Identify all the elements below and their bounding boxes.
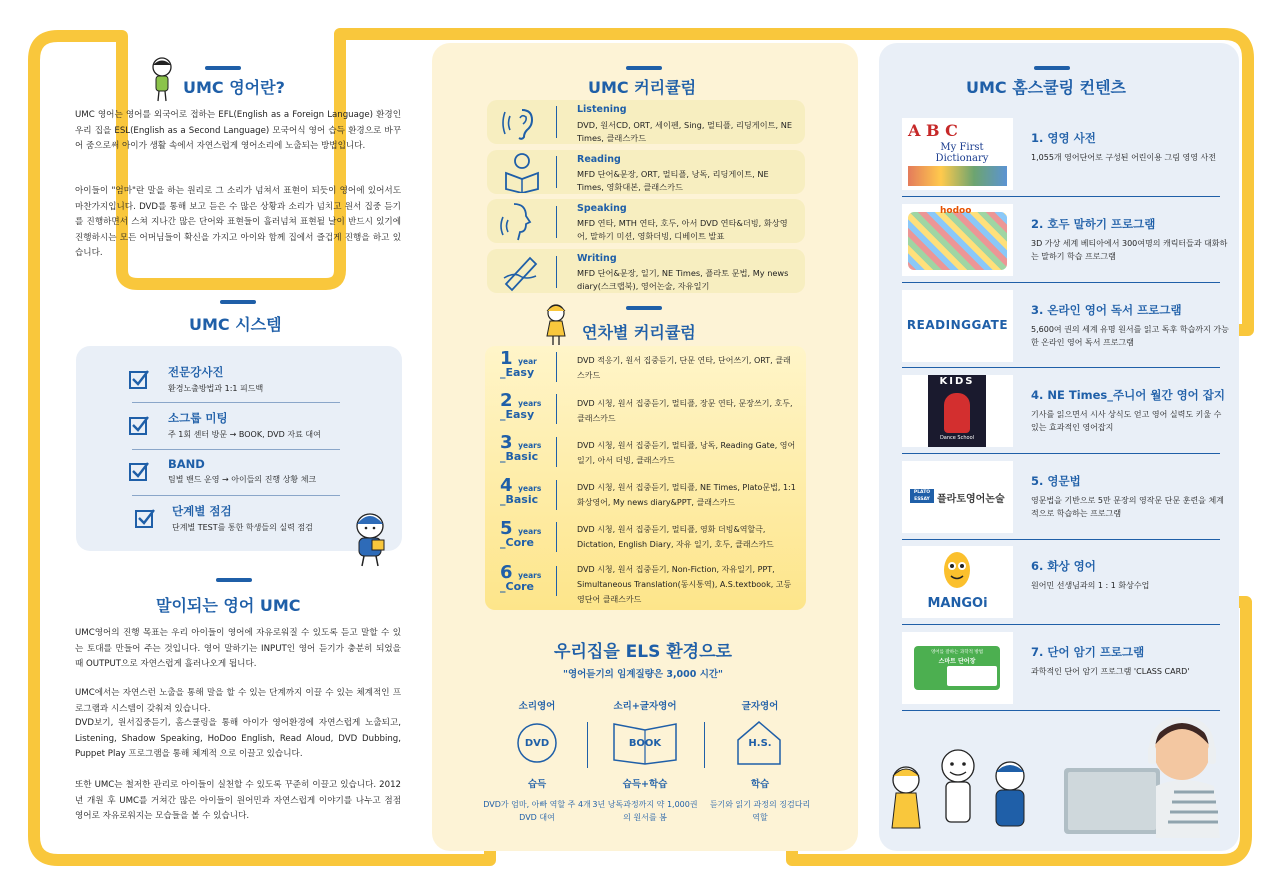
divider xyxy=(132,449,340,450)
cover-caption: Dance School xyxy=(939,435,975,441)
cover-letters: A B C xyxy=(908,121,958,140)
divider xyxy=(132,495,340,496)
app-tagline: 영어를 잘하는 과학적 방법 xyxy=(930,650,984,655)
title-accent xyxy=(205,66,241,70)
content-item xyxy=(902,632,1220,712)
divider xyxy=(902,367,1220,368)
year-label xyxy=(500,432,552,463)
divider xyxy=(556,256,557,288)
content-item-title: 7. 단어 암기 프로그램 xyxy=(1031,645,1145,659)
divider xyxy=(902,453,1220,454)
mangoi-logo-image xyxy=(902,546,1013,618)
speaking-icon xyxy=(500,200,544,242)
year-level: _Easy xyxy=(500,366,535,379)
title-accent xyxy=(216,578,252,582)
divider xyxy=(556,566,557,596)
content-item-title: 3. 온라인 영어 독서 프로그램 xyxy=(1031,303,1182,317)
year-label xyxy=(500,518,552,549)
year-number: 5 xyxy=(500,518,513,539)
curriculum-row-title: Writing xyxy=(577,253,617,264)
homeschool-contents-title: UMC 홈스쿨링 컨텐츠 xyxy=(966,78,1126,97)
content-item-title: 6. 화상 영어 xyxy=(1031,559,1096,573)
els-col-icon-label: BOOK xyxy=(628,738,662,749)
plato-logo-image xyxy=(902,461,1013,533)
year-number: 4 xyxy=(500,475,513,496)
mango-mascot-icon xyxy=(942,550,972,590)
speaking-paragraph-3: DVD보기, 원서집중듣기, 홈스쿨링을 통해 아이가 영어환경에 자연스럽게 노출되고, Listening, Shadow Speaking, HoDoo English, Read Aloud, DVD Dubbing, Puppet Play 프로그램을 통해 체계적 으로 이끌고 있습니다. xyxy=(75,718,401,759)
system-item-title: 전문강사진 xyxy=(168,365,224,379)
mangoi-logo: MANGOi xyxy=(927,596,988,611)
year-level: _Easy xyxy=(500,408,535,421)
umc-english-title: UMC 영어란? xyxy=(183,78,285,97)
content-item xyxy=(902,204,1228,284)
content-item-desc: 영문법을 기반으로 5만 문장의 영작문 단문 훈련을 체계적으로 학습하는 프로그램 xyxy=(1031,496,1224,518)
plato-badge: PLATO ESSAY xyxy=(910,489,934,503)
year-label xyxy=(500,562,552,593)
year-label xyxy=(500,348,552,379)
title-accent xyxy=(626,66,662,70)
speaking-english-title: 말이되는 영어 UMC xyxy=(156,596,301,615)
year-desc: DVD 시청, 원서 집중듣기, 멀티플, 영화 더빙&역할극, Dictation, English Diary, 자유 일기, 호두, 클래스카드 xyxy=(577,525,774,549)
curriculum-row-desc: MFD 단어&문장, 일기, NE Times, 플라토 문법, My news diary(스크랩북), 영어논술, 자유일기 xyxy=(577,268,789,291)
content-item-desc: 기사를 읽으면서 시사 상식도 얻고 영어 실력도 키울 수 있는 효과적인 영어잡지 xyxy=(1031,410,1222,432)
student-character-icon xyxy=(350,512,390,568)
els-col-icon-label: H.S. xyxy=(748,738,772,749)
divider xyxy=(556,206,557,238)
els-col-desc: 듣기와 읽기 과정의 징검다리 역할 xyxy=(709,800,811,822)
year-number: 3 xyxy=(500,432,513,453)
title-accent xyxy=(220,300,256,304)
year-desc: DVD 시청, 원서 집중듣기, 멀티플, 낭독, Reading Gate, 영어 일기, 아서 더빙, 클래스카드 xyxy=(577,441,796,465)
els-col-desc: 3년 낭독과정까지 약 1,000권의 원서를 봄 xyxy=(592,800,698,822)
year-level: _Basic xyxy=(500,493,539,506)
year-desc: DVD 시청, 원서 집중듣기, Non-Fiction, 자유일기, PPT, Simultaneous Translation(동시통역), A.S.textbook, 고등 영단어 클래스카드 xyxy=(577,565,792,604)
divider xyxy=(902,710,1220,711)
divider xyxy=(132,402,340,403)
checkbox-icon xyxy=(128,460,150,482)
divider xyxy=(556,156,557,188)
els-col-desc: DVD가 엄마, 아빠 역할 주 4개 DVD 대여 xyxy=(483,800,591,822)
divider xyxy=(902,196,1220,197)
cover-illustration xyxy=(908,166,1007,186)
children-characters-illustration xyxy=(884,718,1034,846)
checkbox-icon xyxy=(134,507,156,529)
content-item-title: 4. NE Times_주니어 월간 영어 잡지 xyxy=(1031,388,1226,402)
system-item-title: BAND xyxy=(168,457,205,471)
system-item-title: 단계별 점검 xyxy=(172,504,232,518)
els-col-head: 소리영어 xyxy=(518,701,556,712)
els-col-stage: 학습 xyxy=(750,779,770,790)
content-item xyxy=(902,290,1229,370)
year-unit: year xyxy=(518,357,537,366)
year-unit: years xyxy=(518,571,542,580)
year-level: _Basic xyxy=(500,450,539,463)
divider xyxy=(556,522,557,552)
divider xyxy=(902,282,1220,283)
readinggate-logo-image xyxy=(902,290,1013,362)
year-desc: DVD 적응기, 원서 집중듣기, 단문 연타, 단어쓰기, ORT, 클래스카드 xyxy=(577,356,791,380)
reading-icon xyxy=(500,151,544,193)
readinggate-logo: READINGGATE xyxy=(906,318,1009,332)
content-item-desc: 1,055개 영어단어로 구성된 어린이용 그림 영영 사전 xyxy=(1031,153,1216,162)
divider xyxy=(556,480,557,510)
boy-with-laptop-photo xyxy=(1064,716,1232,840)
system-item-desc: 단계별 TEST를 통한 학생들의 실력 점검 xyxy=(172,523,313,532)
content-item-desc: 5,600여 권의 세계 유명 원서를 읽고 독후 학습까지 가능한 온라인 영어 독서 프로그램 xyxy=(1031,325,1229,347)
speaking-paragraph-2: UMC에서는 자연스런 노출을 통해 말을 할 수 있는 단계까지 이끌 수 있는 체계적인 프로그램과 시스템이 갖춰져 있습니다. xyxy=(75,688,401,714)
curriculum-row-title: Reading xyxy=(577,154,621,165)
system-item xyxy=(168,364,378,394)
divider xyxy=(587,722,588,768)
umc-english-paragraph-2: 아이들이 "엄마"란 말을 하는 원리로 그 소리가 넘쳐서 표현이 되듯이 영어에 있어서도 마찬가지입니다. DVD를 통해 보고 듣은 수 많은 상황과 소리가 넘치고 원서 집중 듣기를 진행하면서 스쳐 지나간 많은 단어와 표현들이 흘러넘쳐 표현될 날이 반드시 있기에 진행하시는 모든 어머님들이 확신을 가지고 아이와 함께 집에서 즐겁게 진행을 하고 있습니다. xyxy=(75,186,401,258)
dictionary-cover-image xyxy=(902,118,1013,190)
yearly-curriculum-title: 연차별 커리큘럼 xyxy=(582,323,696,342)
year-number: 2 xyxy=(500,390,513,411)
els-subtitle: "영어듣기의 임계질량은 3,000 시간" xyxy=(563,669,723,680)
content-item-title: 2. 호두 말하기 프로그램 xyxy=(1031,217,1156,231)
system-item-desc: 주 1회 센터 방문 → BOOK, DVD 자료 대여 xyxy=(168,430,321,439)
content-item xyxy=(902,546,1220,626)
year-unit: years xyxy=(518,441,542,450)
curriculum-row-title: Speaking xyxy=(577,203,627,214)
curriculum-title: UMC 커리큘럼 xyxy=(588,78,697,97)
divider xyxy=(556,106,557,138)
ne-times-cover-image xyxy=(902,375,1013,447)
content-item-desc: 3D 가상 세계 베티아에서 300여명의 캐릭터들과 대화하는 말하기 학습 프로그램 xyxy=(1031,239,1228,261)
class-card-image xyxy=(902,632,1013,704)
checkbox-icon xyxy=(128,414,150,436)
divider xyxy=(556,352,557,382)
year-number: 1 xyxy=(500,348,513,369)
system-item-desc: 팀별 밴드 운영 → 아이들의 진행 상황 체크 xyxy=(168,475,317,484)
system-item xyxy=(168,410,378,440)
year-desc: DVD 시청, 원서 집중듣기, 멀티플, NE Times, Plato문법, 1:1 화상영어, My news diary&PPT, 클래스카드 xyxy=(577,483,796,507)
els-col-stage: 습득 xyxy=(527,779,547,790)
content-item xyxy=(902,461,1224,541)
els-col-stage: 습득+학습 xyxy=(622,779,668,790)
speaking-paragraph-1: UMC영어의 진행 목표는 우리 아이들이 영어에 자유로워질 수 있도록 듣고 말할 수 있는 토대를 만들어 주는 것입니다. 영어 말하기는 INPUT인 영어 듣기가 충분히 되었을 때 OUTPUT으로 자연스럽게 흘러나오게 됩니다. xyxy=(75,628,401,669)
characters-crowd xyxy=(908,212,1007,270)
cover-figure xyxy=(944,393,970,433)
els-col-head: 글자영어 xyxy=(741,701,779,712)
divider xyxy=(902,624,1220,625)
title-accent xyxy=(1034,66,1070,70)
divider xyxy=(556,394,557,424)
year-number: 6 xyxy=(500,562,513,583)
year-label xyxy=(500,390,552,421)
system-item-title: 소그룹 미팅 xyxy=(168,411,228,425)
els-col-head: 소리+글자영어 xyxy=(613,701,677,712)
title-accent xyxy=(626,306,662,310)
girl-character-icon xyxy=(543,302,569,346)
year-level: _Core xyxy=(500,536,535,549)
els-title: 우리집을 ELS 환경으로 xyxy=(554,642,732,662)
plato-logo: 플라토영어논술 xyxy=(937,494,1005,505)
year-unit: years xyxy=(518,527,542,536)
curriculum-row-desc: DVD, 원서CD, ORT, 세이펜, Sing, 멀티플, 리딩게이트, NE Times, 클래스카드 xyxy=(577,120,793,143)
app-title: 스마트 단어장 xyxy=(938,658,976,665)
year-label xyxy=(500,475,552,506)
kids-logo: KIDS xyxy=(939,376,975,387)
speaking-paragraph-4: 또한 UMC는 철저한 관리로 아이들이 실천할 수 있도록 꾸준히 이끌고 있습니다. 2012년 개원 후 UMC를 거쳐간 많은 아이들이 원어민과 자연스럽게 이야기를 나누고 점점 영어로 자유로워지는 모습들을 볼 수 있습니다. xyxy=(75,780,401,821)
cover-title: My First Dictionary xyxy=(935,142,989,164)
umc-english-paragraph-1: UMC 영어는 영어를 외국어로 접하는 EFL(English as a Foreign Language) 환경인 우리 집을 ESL(English as a Second Language) 모국어식 영어 습득 환경으로 바꾸어 줌으로써 아이가 생활 속에서 자연스럽게 영어소리에 노출되는 방법입니다. xyxy=(75,110,401,151)
divider xyxy=(704,722,705,768)
child-character-icon xyxy=(148,56,176,102)
year-desc: DVD 시청, 원서 집중듣기, 멀티플, 장문 연타, 문장쓰기, 호두, 클래스카드 xyxy=(577,399,793,423)
year-level: _Core xyxy=(500,580,535,593)
year-unit: years xyxy=(518,484,542,493)
content-item-desc: 원어민 선생님과의 1 : 1 화상수업 xyxy=(1031,581,1150,590)
ear-icon xyxy=(500,102,544,144)
system-item xyxy=(168,457,378,485)
content-item-title: 5. 영문법 xyxy=(1031,474,1081,488)
content-item xyxy=(902,375,1226,455)
curriculum-row-title: Listening xyxy=(577,104,627,115)
hodoo-logo: hodoo xyxy=(940,206,972,216)
system-item-desc: 환경노출방법과 1:1 피드백 xyxy=(168,384,264,393)
content-item-desc: 과학적인 단어 암기 프로그램 'CLASS CARD' xyxy=(1031,667,1190,676)
hodoo-characters-image xyxy=(902,204,1013,276)
content-item xyxy=(902,118,1220,198)
writing-icon xyxy=(500,250,544,292)
els-col-icon-label: DVD xyxy=(524,738,550,749)
app-card xyxy=(947,666,997,686)
checkbox-icon xyxy=(128,368,150,390)
content-item-title: 1. 영영 사전 xyxy=(1031,131,1096,145)
year-unit: years xyxy=(518,399,542,408)
umc-system-title: UMC 시스템 xyxy=(189,315,282,334)
divider xyxy=(902,539,1220,540)
curriculum-row-desc: MFD 연타, MTH 연타, 호두, 아서 DVD 연타&더빙, 화상영어, 말하기 미션, 영화더빙, 디베이트 발표 xyxy=(577,218,788,241)
curriculum-row-desc: MFD 단어&문장, ORT, 멀티플, 낭독, 리딩게이트, NE Times, 영화대본, 클래스카드 xyxy=(577,169,769,192)
divider xyxy=(556,437,557,467)
